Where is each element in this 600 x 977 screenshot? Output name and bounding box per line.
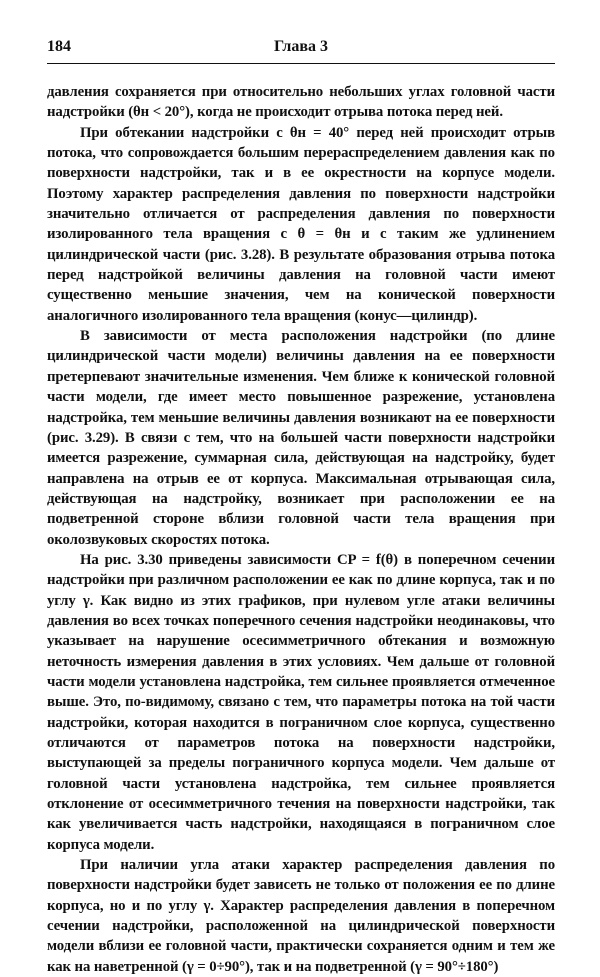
book-page	[47, 36, 555, 977]
paragraph-angle-of-attack: При наличии угла атаки характер распределения давления по поверхности надстройки будет зависеть не только от положения ее по длине корпуса, но и по углу γ. Характер распределения давления в поперечном сечении надстройки, расположенной на цилиндрической поверхности модели вблизи ее головной части, практически сохраняется одним и тем же как на наветренной (γ = 0÷90°), так и на подветренной (γ = 90°÷180°)	[47, 857, 555, 975]
paragraph-continued: давления сохраняется при относительно небольших углах головной части надстройки (θн < 20°), когда не происходит отрыва потока перед ней.	[47, 84, 555, 121]
chapter-title: Глава 3	[274, 38, 328, 55]
running-head	[47, 36, 555, 60]
page-number: 184	[47, 38, 71, 55]
paragraph-superstructure-position: В зависимости от места расположения надстройки (по длине цилиндрической части модели) величины давления на ее поверхности претерпевают значительные изменения. Чем ближе к конической головной части модели, где имеет место повышенное разрежение, установлена надстройка, тем меньшие величины давления возникают на ее поверхности (рис. 3.29). В связи с тем, что на большей части поверхности надстройки имеется разрежение, суммарная сила, действующая на надстройку, будет направлена на отрыв ее от корпуса. Максимальная отрывающая сила, действующая на надстройку, возникает при расположении ее на подветренной стороне вблизи головной части тела вращения при околозвуковых скоростях потока.	[47, 328, 555, 548]
paragraph-superstructure-flow: При обтекании надстройки с θн = 40° перед ней происходит отрыв потока, что сопровождается большим перераспределением давления как по поверхности надстройки, так и в ее окрестности на корпусе модели. Поэтому характер распределения давления по поверхности надстройки значительно отличается от распределения давления по поверхности изолированного тела вращения с θ = θн и с таким же удлинением цилиндрической части (рис. 3.28). В результате образования отрыва потока перед надстройкой величины давления на головной части имеют существенно меньшие значения, чем на конической поверхности аналогичного изолированного тела вращения (конус—цилиндр).	[47, 124, 555, 324]
body-text	[47, 82, 555, 977]
paragraph-pressure-dependence: На рис. 3.30 приведены зависимости CP = f(θ) в поперечном сечении надстройки при различном расположении ее как по длине корпуса, так и по углу γ. Как видно из этих графиков, при нулевом угле атаки величины давления во всех точках поперечного сечения надстройки неодинаковы, что указывает на нарушение осесимметричного обтекания и возможную неточность измерения давления в этих условиях. Чем дальше от головной части модели установлена надстройка, тем сильнее проявляется отмеченное выше. Это, по-видимому, связано с тем, что параметры потока на той части надстройки, которая находится в пограничном слое корпуса, существенно отличаются от параметров потока на поверхности надстройки, выступающей за пределы пограничного корпуса модели. Чем дальше от головной части установлена надстройка, тем сильнее проявляется отклонение от осесимметричного течения на поверхности надстройки, так как увеличивается часть надстройки, находящаяся в пограничном слое корпуса модели.	[47, 551, 555, 853]
header-rule	[47, 63, 555, 64]
